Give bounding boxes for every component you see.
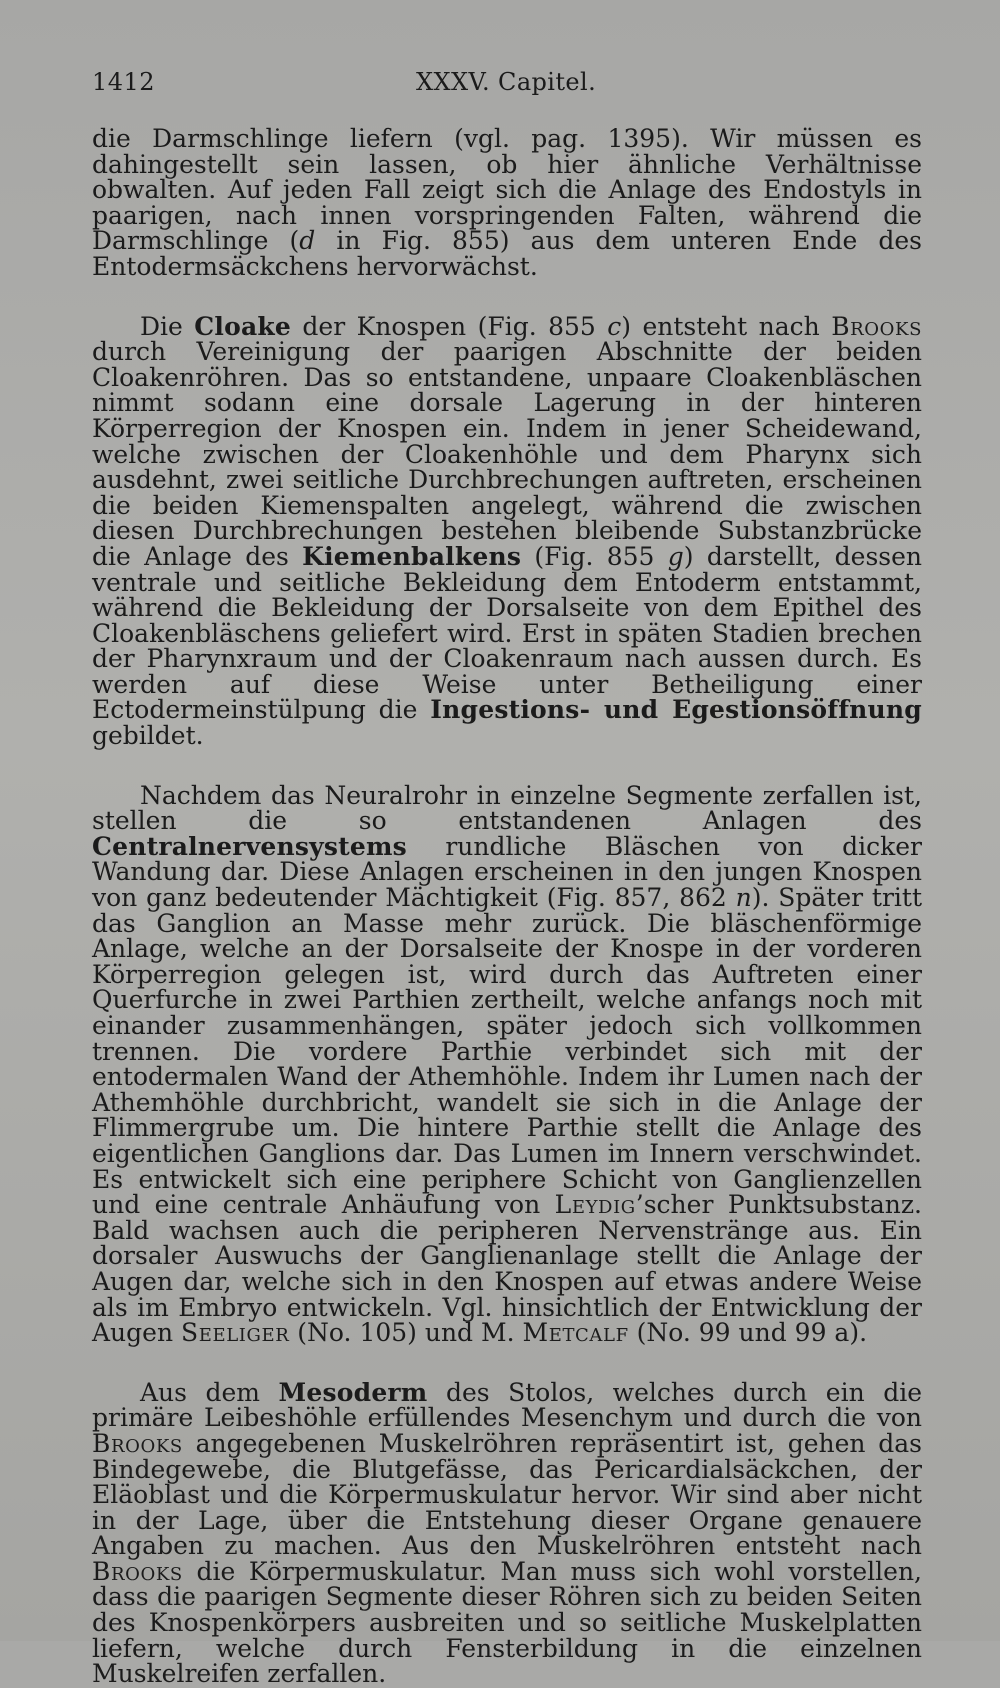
paragraph-1-segment-1: die Darmschlinge liefern (vgl. pag. 1395). Wir müssen es dahingestellt sein lassen, ob hier ähnliche Verhältnisse obwalten. Auf jeden Fall zeigt sich die Anlage des Endostyls in paarigen, nach innen vorspringenden Falten, während die Darmschlinge ( — [92, 124, 922, 256]
paragraph-2-segment-13: gebildet. — [92, 721, 204, 751]
paragraph-2-segment-2: Cloake — [194, 311, 291, 341]
paragraph-3-segment-4: n — [735, 883, 752, 913]
paragraph-3-segment-6: Leydig — [554, 1190, 636, 1220]
paragraph-4-segment-5: angegebenen Muskelröhren repräsentirt ist, gehen das Bindegewebe, die Blutgefässe, das Pericardialsäckchen, der Eläoblast und die Körpermuskulatur hervor. Wir sind aber nicht in der Lage, über die Entstehung dieser Organe genauere Angaben zu machen. Aus den Muskelröhren entsteht nach — [92, 1428, 922, 1561]
paragraph-2-segment-9: (Fig. 855 — [521, 541, 668, 571]
paragraph-3-segment-7: ’scher Punktsubstanz. Bald wachsen auch die peripheren Nervenstränge aus. Ein dorsaler Auswuchs der Ganglienanlage stellt die Anlage der Augen dar, welche sich in den Knospen auf etwas andere Weise als im Embryo entwickeln. Vgl. hinsichtlich der Entwicklung der Augen — [92, 1190, 922, 1348]
chapter-title: XXXV. Capitel. — [416, 68, 597, 96]
paragraph-4-segment-3: des Stolos, welches durch ein die primäre Leibeshöhle erfüllendes Mesenchym und durch die von — [92, 1377, 922, 1433]
paragraph-3-segment-8: Seeliger — [181, 1318, 290, 1348]
paragraph-4-segment-6: Brooks — [92, 1556, 183, 1586]
paragraph-2-segment-8: Kiemenbalkens — [302, 541, 522, 571]
paragraph-3-segment-1: Nachdem das Neuralrohr in einzelne Segmente zerfallen ist, stellen die so entstandenen Anlagen des — [92, 780, 922, 836]
paragraph-2-segment-3: der Knospen (Fig. 855 — [290, 311, 608, 341]
page-number: 1412 — [92, 68, 156, 96]
paragraph-2-segment-5: ) entsteht nach — [621, 311, 832, 341]
paragraph-2-segment-12: Ingestions- und Egestionsöffnung — [430, 695, 922, 725]
paragraph-4-segment-7: die Körpermuskulatur. Man muss sich wohl vorstellen, dass die paarigen Segmente dieser Röhren sich zu beiden Seiten des Knospenkörpers ausbreiten und so seitliche Muskelplatten liefern, welche durch Fensterbildung in die einzelnen Muskelreifen zerfallen. — [92, 1556, 922, 1688]
paragraph-3-segment-9: (No. 105) und M. — [289, 1318, 523, 1348]
paragraph-2-segment-7: durch Vereinigung der paarigen Abschnitte der beiden Cloakenröhren. Das so entstandene, unpaare Cloakenbläschen nimmt sodann eine dorsale Lagerung in der hinteren Körperregion der Knospen ein. Indem in jener Scheidewand, welche zwischen der Cloakenhöhle und dem Pharynx sich ausdehnt, zwei seitliche Durchbrechungen auftreten, erscheinen die beiden Kiemenspalten angelegt, während die zwischen diesen Durchbrechungen bestehen bleibende Substanzbrücke die Anlage des — [92, 337, 922, 571]
paragraph-3-segment-2: Centralnervensystems — [92, 831, 407, 861]
paragraph-3-segment-5: ). Später tritt das Ganglion an Masse mehr zurück. Die bläschenförmige Anlage, welche an der Dorsalseite der Knospe in der vorderen Körperregion gelegen ist, wird durch das Auftreten einer Querfurche in zwei Parthien zertheilt, welche anfangs noch mit einander zusammenhängen, später jedoch sich vollkommen trennen. Die vordere Parthie verbindet sich mit der entodermalen Wand der Athemhöhle. Indem ihr Lumen nach der Athemhöhle durchbricht, wandelt sie sich in die Anlage der Flimmergrube um. Die hintere Parthie stellt die Anlage des eigentlichen Ganglions dar. Das Lumen im Innern verschwindet. Es entwickelt sich eine periphere Schicht von Ganglienzellen und eine centrale Anhäufung von — [92, 883, 922, 1220]
paragraph-2-segment-4: c — [607, 311, 622, 341]
paragraph-1-segment-2: d — [299, 226, 316, 256]
page-header — [92, 70, 922, 94]
page-body — [92, 126, 922, 1687]
paragraph-3 — [92, 780, 922, 1348]
paragraph-1-segment-3: in Fig. 855) aus dem unteren Ende des Entodermsäckchens hervorwächst. — [92, 226, 922, 281]
paragraph-2 — [92, 311, 923, 751]
paragraph-4-segment-1: Aus dem — [140, 1377, 279, 1407]
paragraph-2-segment-1: Die — [140, 311, 195, 341]
paragraph-2-segment-11: ) darstellt, dessen ventrale und seitliche Bekleidung dem Entoderm entstammt, während die Bekleidung der Dorsalseite von dem Epithel des Cloakenbläschens geliefert wird. Erst in späten Stadien brechen der Pharynxraum und der Cloakenraum nach aussen durch. Es werden auf diese Weise unter Betheiligung einer Ectodermeinstülpung die — [92, 541, 922, 725]
paragraph-3-segment-10: Metcalf — [522, 1318, 629, 1348]
paragraph-2-segment-6: Brooks — [831, 311, 923, 341]
paragraph-4-segment-4: Brooks — [92, 1428, 183, 1458]
paragraph-2-segment-10: g — [667, 541, 684, 571]
paragraph-3-segment-3: rundliche Bläschen von dicker Wandung dar. Diese Anlagen erscheinen in den jungen Knospen von ganz bedeutender Mächtigkeit (Fig. 857, 862 — [92, 831, 922, 913]
paragraph-4-segment-2: Mesoderm — [278, 1377, 428, 1407]
paragraph-3-segment-11: (No. 99 und 99 a). — [628, 1318, 868, 1348]
paragraph-1 — [92, 126, 922, 280]
